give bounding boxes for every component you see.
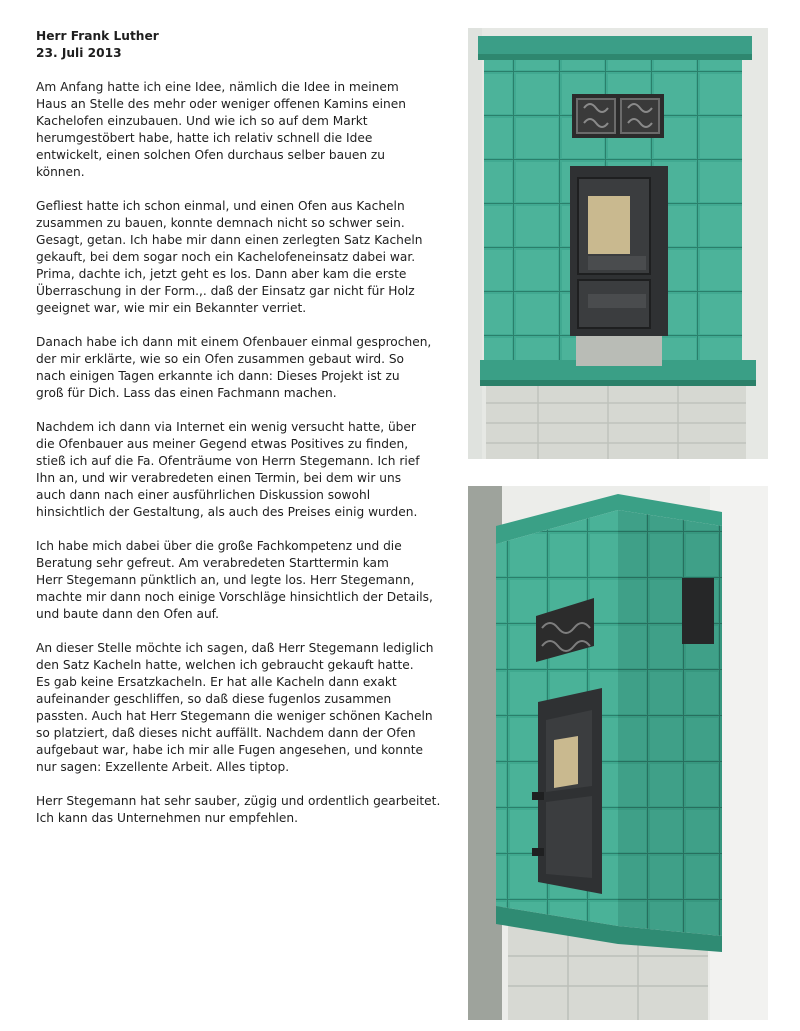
paragraph-7: Herr Stegemann hat sehr sauber, zügig und ordentlich gearbeitet. Ich kann das Unternehmen nur empfehlen. — [36, 794, 441, 825]
stove-side-image — [468, 486, 768, 1020]
stove-front-image — [468, 28, 768, 459]
stove-photo-side — [468, 486, 768, 1020]
paragraph-6: An dieser Stelle möchte ich sagen, daß Herr Stegemann lediglich den Satz Kacheln hatte, welchen ich gebraucht gekauft hatte. Es gab keine Ersatzkacheln. Er hat alle Kacheln dann exakt aufeinander geschliffen, so daß diese fugenlos zusammen passten. Auch hat Herr Stegemann die weniger schönen Kacheln so platziert, daß dieses nicht auffällt. Nachdem dann der Ofen aufgebaut war, habe ich mir alle Fugen angesehen, und konnte nur sagen: Exzellente Arbeit. Alles tiptop. — [36, 641, 434, 774]
testimonial-text — [36, 28, 456, 844]
stove-photo-front — [468, 28, 768, 459]
paragraph-2: Gefliest hatte ich schon einmal, und einen Ofen aus Kacheln zusammen zu bauen, konnte demnach nicht so schwer sein. Gesagt, getan. Ich habe mir dann einen zerlegten Satz Kacheln gekauft, bei dem sogar noch ein Kachelofeneinsatz dabei war. Prima, dachte ich, jetzt geht es los. Dann aber kam die erste Überraschung in der Form.,. daß der Einsatz gar nicht für Holz geeignet war, wie mir ein Bekannter verriet. — [36, 199, 423, 315]
paragraph-1: Am Anfang hatte ich eine Idee, nämlich die Idee in meinem Haus an Stelle des mehr oder weniger offenen Kamins einen Kachelofen einzubauen. Und wie ich so auf dem Markt herumgestöbert habe, hatte ich relativ schnell die Idee entwickelt, einen solchen Ofen durchaus selber bauen zu können. — [36, 80, 406, 179]
letter-header — [36, 28, 456, 62]
paragraph-5: Ich habe mich dabei über die große Fachkompetenz und die Beratung sehr gefreut. Am verabredeten Starttermin kam Herr Stegemann pünktlich an, und legte los. Herr Stegemann, machte mir dann noch einige Vorschläge hinsichtlich der Details, und baute dann den Ofen auf. — [36, 539, 433, 621]
paragraph-4: Nachdem ich dann via Internet ein wenig versucht hatte, über die Ofenbauer aus meiner Gegend etwas Positives zu finden, stieß ich auf die Fa. Ofenträume von Herrn Stegemann. Ich rief Ihn an, und wir verabredeten einen Termin, bei dem wir uns auch dann nach einer ausführlichen Diskussion sowohl hinsichtlich der Gestaltung, als auch des Preises einig wurden. — [36, 420, 420, 519]
letter-date: 23. Juli 2013 — [36, 46, 122, 60]
paragraph-3: Danach habe ich dann mit einem Ofenbauer einmal gesprochen, der mir erklärte, wie so ein Ofen zusammen gebaut wird. So nach einigen Tagen erkannte ich dann: Dieses Projekt ist zu groß für Dich. Lass das einen Fachmann machen. — [36, 335, 432, 400]
author-name: Herr Frank Luther — [36, 29, 159, 43]
